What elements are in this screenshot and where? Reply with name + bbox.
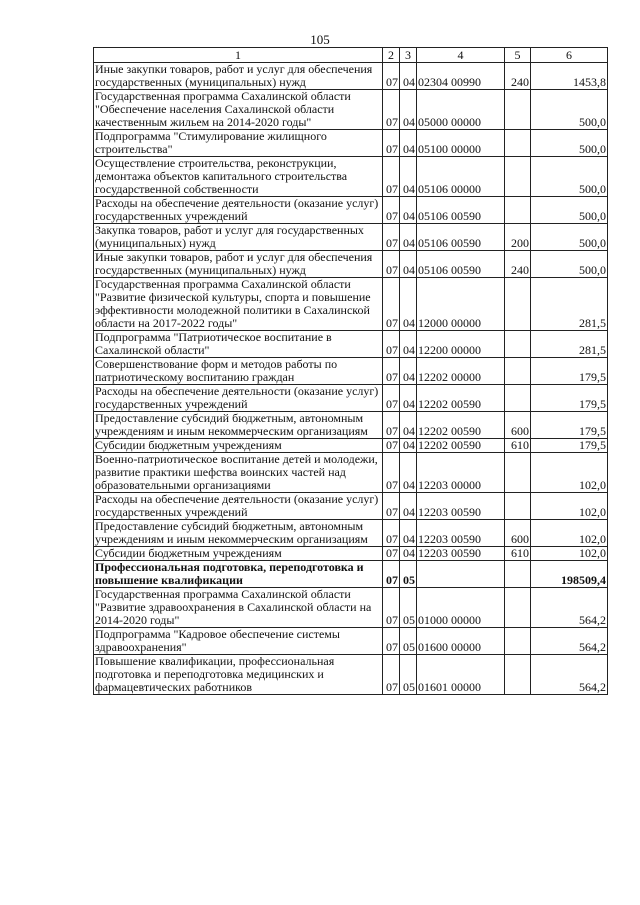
row-section: 07 [383, 63, 400, 90]
row-name: Предоставление субсидий бюджетным, автономным учреждениям и иным некоммерческим организациям [94, 520, 383, 547]
row-section: 07 [383, 224, 400, 251]
row-target-code: 12000 00000 [417, 278, 505, 331]
row-subsection: 04 [400, 385, 417, 412]
header-col-3: 3 [400, 48, 417, 63]
row-section: 07 [383, 157, 400, 197]
row-amount: 281,5 [531, 331, 608, 358]
row-amount: 500,0 [531, 90, 608, 130]
row-name: Иные закупки товаров, работ и услуг для обеспечения государственных (муниципальных) нужд [94, 251, 383, 278]
table-row [94, 157, 608, 197]
table-row [94, 251, 608, 278]
row-amount: 500,0 [531, 130, 608, 157]
row-amount: 500,0 [531, 251, 608, 278]
table-row [94, 331, 608, 358]
row-expense-type [505, 385, 531, 412]
row-name: Подпрограмма "Кадровое обеспечение системы здравоохранения" [94, 628, 383, 655]
row-expense-type: 240 [505, 251, 531, 278]
table-row [94, 561, 608, 588]
row-subsection: 04 [400, 547, 417, 561]
row-section: 07 [383, 385, 400, 412]
row-amount: 102,0 [531, 547, 608, 561]
row-expense-type: 200 [505, 224, 531, 251]
row-target-code: 05106 00590 [417, 224, 505, 251]
table-row [94, 90, 608, 130]
row-expense-type [505, 90, 531, 130]
row-name: Расходы на обеспечение деятельности (оказание услуг) государственных учреждений [94, 385, 383, 412]
row-expense-type: 600 [505, 412, 531, 439]
row-section: 07 [383, 278, 400, 331]
row-expense-type: 610 [505, 439, 531, 453]
table-row [94, 439, 608, 453]
table-header-row [94, 48, 608, 63]
row-target-code: 05100 00000 [417, 130, 505, 157]
row-target-code: 12202 00590 [417, 439, 505, 453]
row-target-code: 12203 00590 [417, 547, 505, 561]
row-section: 07 [383, 251, 400, 278]
row-section: 07 [383, 493, 400, 520]
row-expense-type [505, 561, 531, 588]
row-target-code: 01601 00000 [417, 655, 505, 695]
header-col-2: 2 [383, 48, 400, 63]
header-col-4: 4 [417, 48, 505, 63]
row-amount: 281,5 [531, 278, 608, 331]
row-subsection: 05 [400, 588, 417, 628]
row-amount: 102,0 [531, 453, 608, 493]
row-section: 07 [383, 453, 400, 493]
row-expense-type [505, 588, 531, 628]
row-target-code: 01000 00000 [417, 588, 505, 628]
row-target-code: 05000 00000 [417, 90, 505, 130]
row-target-code: 12202 00000 [417, 358, 505, 385]
budget-table [93, 47, 608, 695]
row-expense-type [505, 157, 531, 197]
row-name: Подпрограмма "Патриотическое воспитание в Сахалинской области" [94, 331, 383, 358]
row-amount: 179,5 [531, 385, 608, 412]
table-row [94, 224, 608, 251]
row-name: Подпрограмма "Стимулирование жилищного строительства" [94, 130, 383, 157]
header-col-1: 1 [94, 48, 383, 63]
row-amount: 500,0 [531, 197, 608, 224]
row-amount: 500,0 [531, 224, 608, 251]
page-number: 105 [310, 32, 330, 47]
row-target-code: 12203 00000 [417, 453, 505, 493]
row-section: 07 [383, 331, 400, 358]
table-row [94, 655, 608, 695]
row-name: Субсидии бюджетным учреждениям [94, 439, 383, 453]
row-subsection: 05 [400, 628, 417, 655]
row-subsection: 04 [400, 520, 417, 547]
row-target-code: 12203 00590 [417, 493, 505, 520]
row-name: Осуществление строительства, реконструкции, демонтажа объектов капитального строительства государственной собственности [94, 157, 383, 197]
table-row [94, 453, 608, 493]
table-row [94, 493, 608, 520]
row-amount: 1453,8 [531, 63, 608, 90]
row-subsection: 04 [400, 224, 417, 251]
row-amount: 102,0 [531, 520, 608, 547]
row-name: Повышение квалификации, профессиональная подготовка и переподготовка медицинских и фармацевтических работников [94, 655, 383, 695]
row-subsection: 04 [400, 63, 417, 90]
row-name: Предоставление субсидий бюджетным, автономным учреждениям и иным некоммерческим организациям [94, 412, 383, 439]
row-section: 07 [383, 130, 400, 157]
row-target-code: 05106 00590 [417, 197, 505, 224]
row-target-code: 01600 00000 [417, 628, 505, 655]
row-section: 07 [383, 520, 400, 547]
row-subsection: 04 [400, 331, 417, 358]
row-name: Иные закупки товаров, работ и услуг для обеспечения государственных (муниципальных) нужд [94, 63, 383, 90]
row-subsection: 04 [400, 439, 417, 453]
row-section: 07 [383, 655, 400, 695]
row-target-code: 12200 00000 [417, 331, 505, 358]
row-amount: 564,2 [531, 588, 608, 628]
row-section: 07 [383, 90, 400, 130]
row-amount: 179,5 [531, 412, 608, 439]
row-subsection: 04 [400, 278, 417, 331]
row-subsection: 04 [400, 453, 417, 493]
row-expense-type [505, 493, 531, 520]
row-expense-type [505, 655, 531, 695]
row-target-code [417, 561, 505, 588]
row-expense-type: 600 [505, 520, 531, 547]
row-expense-type: 240 [505, 63, 531, 90]
row-name: Профессиональная подготовка, переподготовка и повышение квалификации [94, 561, 383, 588]
table-row [94, 278, 608, 331]
row-name: Государственная программа Сахалинской области "Развитие здравоохранения в Сахалинской области на 2014-2020 годы" [94, 588, 383, 628]
row-amount: 179,5 [531, 358, 608, 385]
row-subsection: 04 [400, 197, 417, 224]
row-subsection: 04 [400, 412, 417, 439]
row-target-code: 05106 00590 [417, 251, 505, 278]
row-name: Закупка товаров, работ и услуг для государственных (муниципальных) нужд [94, 224, 383, 251]
row-expense-type [505, 628, 531, 655]
row-target-code: 02304 00990 [417, 63, 505, 90]
row-subsection: 04 [400, 130, 417, 157]
row-section: 07 [383, 628, 400, 655]
row-amount: 500,0 [531, 157, 608, 197]
row-amount: 564,2 [531, 655, 608, 695]
row-subsection: 05 [400, 655, 417, 695]
table-row [94, 63, 608, 90]
row-amount: 564,2 [531, 628, 608, 655]
row-section: 07 [383, 588, 400, 628]
row-section: 07 [383, 439, 400, 453]
table-row [94, 547, 608, 561]
table-row [94, 358, 608, 385]
row-amount: 102,0 [531, 493, 608, 520]
row-section: 07 [383, 358, 400, 385]
row-subsection: 04 [400, 493, 417, 520]
row-expense-type [505, 197, 531, 224]
row-name: Государственная программа Сахалинской области "Развитие физической культуры, спорта и повышение эффективности молодежной политики в Сахалинской области на 2017-2022 годы" [94, 278, 383, 331]
row-name: Государственная программа Сахалинской области "Обеспечение населения Сахалинской области качественным жильем на 2014-2020 годы" [94, 90, 383, 130]
row-target-code: 12202 00590 [417, 412, 505, 439]
row-name: Расходы на обеспечение деятельности (оказание услуг) государственных учреждений [94, 197, 383, 224]
row-expense-type: 610 [505, 547, 531, 561]
header-col-6: 6 [531, 48, 608, 63]
table-row [94, 197, 608, 224]
row-name: Субсидии бюджетным учреждениям [94, 547, 383, 561]
row-expense-type [505, 130, 531, 157]
row-amount: 179,5 [531, 439, 608, 453]
row-name: Военно-патриотическое воспитание детей и молодежи, развитие практики шефства воинских частей над образовательными организациями [94, 453, 383, 493]
row-subsection: 04 [400, 90, 417, 130]
row-expense-type [505, 278, 531, 331]
row-section: 07 [383, 561, 400, 588]
row-section: 07 [383, 197, 400, 224]
row-name: Расходы на обеспечение деятельности (оказание услуг) государственных учреждений [94, 493, 383, 520]
row-expense-type [505, 331, 531, 358]
row-subsection: 04 [400, 251, 417, 278]
row-subsection: 04 [400, 157, 417, 197]
row-target-code: 12202 00590 [417, 385, 505, 412]
row-subsection: 04 [400, 358, 417, 385]
row-expense-type [505, 358, 531, 385]
row-expense-type [505, 453, 531, 493]
row-amount: 198509,4 [531, 561, 608, 588]
header-col-5: 5 [505, 48, 531, 63]
table-row [94, 130, 608, 157]
row-section: 07 [383, 412, 400, 439]
table-row [94, 520, 608, 547]
row-section: 07 [383, 547, 400, 561]
row-name: Совершенствование форм и методов работы по патриотическому воспитанию граждан [94, 358, 383, 385]
row-target-code: 05106 00000 [417, 157, 505, 197]
table-row [94, 385, 608, 412]
row-subsection: 05 [400, 561, 417, 588]
row-target-code: 12203 00590 [417, 520, 505, 547]
table-row [94, 588, 608, 628]
table-row [94, 412, 608, 439]
table-row [94, 628, 608, 655]
